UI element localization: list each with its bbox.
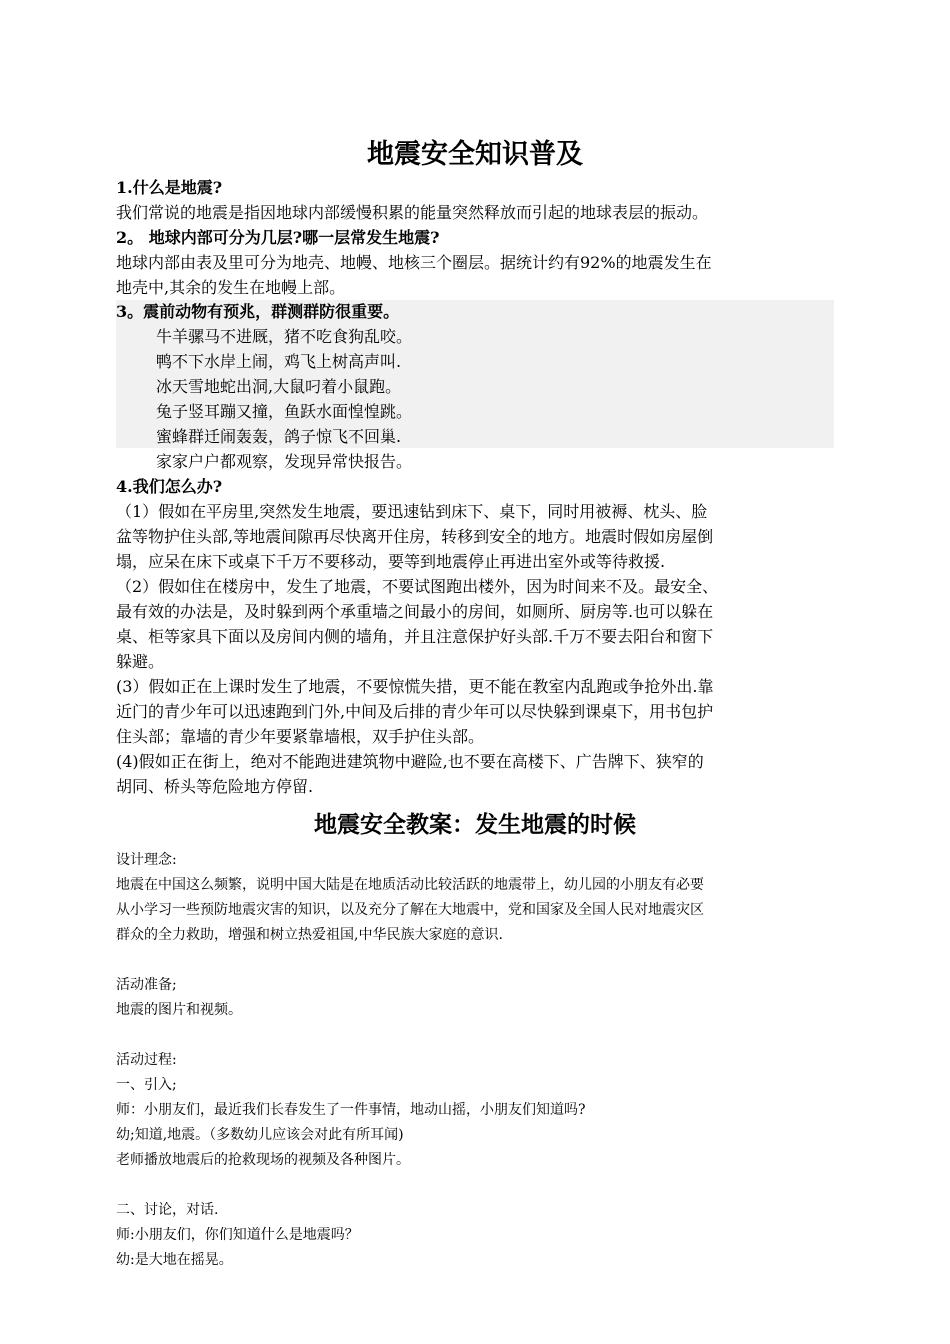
lesson-line: 活动准备; <box>116 977 177 993</box>
section-q4 <box>116 475 834 799</box>
lesson-title: 地震安全教案：发生地震的时候 <box>314 812 636 838</box>
section-q3 <box>116 300 834 474</box>
section-q2 <box>116 226 834 300</box>
q4-line: 胡同、桥头等危险地方停留. <box>116 777 314 796</box>
lesson-line <box>116 1173 834 1198</box>
q4-line: (3）假如正在上课时发生了地震，不要惊慌失措，更不能在教室内乱跑或争抢外出.靠 <box>116 677 714 696</box>
poem-line: 蜜蜂群迁闹轰轰，鸽子惊飞不回巢. <box>156 427 402 446</box>
lesson-line: 老师播放地震后的抢救现场的视频及各种图片。 <box>116 1152 410 1168</box>
poem-line: 家家户户都观察，发现异常快报告。 <box>156 452 413 471</box>
lesson-line: 从小学习一些预防地震灾害的知识，以及充分了解在大地震中，党和国家及全国人民对地震灾区 <box>116 902 704 918</box>
lesson-line: 一、引入; <box>116 1077 177 1093</box>
q4-line: 盆等物护住头部,等地震间隙再尽快离开住房，转移到安全的地方。地震时假如房屋倒 <box>116 527 714 546</box>
lesson-line: 师:小朋友们，你们知道什么是地震吗？ <box>116 1227 359 1243</box>
poem-line: 兔子竖耳蹦又撞，鱼跃水面惶惶跳。 <box>156 402 413 421</box>
q1-answer: 我们常说的地震是指因地球内部缓慢积累的能量突然释放而引起的地球表层的振动。 <box>116 203 709 222</box>
q4-line: 最有效的办法是，及时躲到两个承重墙之间最小的房间，如厕所、厨房等.也可以躲在 <box>116 602 714 621</box>
lesson-line <box>116 1023 834 1048</box>
q4-heading: 4.我们怎么办? <box>116 477 223 496</box>
lesson-line: 活动过程: <box>116 1052 177 1068</box>
q2-answer-line: 地球内部由表及里可分为地壳、地幔、地核三个圈层。据统计约有92%的地震发生在 <box>116 253 712 272</box>
poem-line: 鸭不下水岸上闹，鸡飞上树高声叫. <box>156 352 402 371</box>
lesson-line: 地震在中国这么频繁，说明中国大陆是在地质活动比较活跃的地震带上，幼儿园的小朋友有必要 <box>116 877 704 893</box>
section-lesson <box>116 848 834 1273</box>
q4-line: 躲避。 <box>116 652 165 671</box>
q4-line: 桌、柜等家具下面以及房间内侧的墙角，并且注意保护好头部.千万不要去阳台和窗下 <box>116 627 714 646</box>
q4-line: （1）假如在平房里,突然发生地震，要迅速钻到床下、桌下，同时用被褥、枕头、脸 <box>116 502 708 521</box>
lesson-line <box>116 948 834 973</box>
poem-line: 牛羊骡马不进厩，猪不吃食狗乱咬。 <box>156 327 413 346</box>
q1-heading: 1.什么是地震? <box>116 178 223 197</box>
q4-line: 住头部；靠墙的青少年要紧靠墙根，双手护住头部。 <box>116 727 485 746</box>
q4-line: （2）假如住在楼房中，发生了地震，不要试图跑出楼外，因为时间来不及。最安全、 <box>116 577 719 596</box>
lesson-line: 地震的图片和视频。 <box>116 1002 242 1018</box>
section-q1 <box>116 176 834 225</box>
lesson-line: 群众的全力救助，增强和树立热爱祖国,中华民族大家庭的意识. <box>116 927 503 943</box>
q2-answer-line: 地壳中,其余的发生在地幔上部。 <box>116 278 346 297</box>
lesson-line: 幼;知道,地震。（多数幼儿应该会对此有所耳闻) <box>116 1127 404 1143</box>
q2-heading: 2。 地球内部可分为几层?哪一层常发生地震? <box>116 228 440 247</box>
q4-line: 塌，应呆在床下或桌下千万不要移动，要等到地震停止再进出室外或等待救援. <box>116 552 666 571</box>
q3-heading: 3。震前动物有预兆，群测群防很重要。 <box>116 302 400 321</box>
lesson-line: 师：小朋友们，最近我们长春发生了一件事情，地动山摇，小朋友们知道吗? <box>116 1102 586 1118</box>
q4-line: (4)假如正在街上，绝对不能跑进建筑物中避险,也不要在高楼下、广告牌下、狭窄的 <box>116 752 704 771</box>
page-title: 地震安全知识普及 <box>367 139 583 170</box>
lesson-line: 幼:是大地在摇晃。 <box>116 1252 233 1268</box>
lesson-line: 设计理念: <box>116 852 177 868</box>
poem-line: 冰天雪地蛇出洞,大鼠叼着小鼠跑。 <box>156 377 402 396</box>
lesson-line: 二、讨论，对话. <box>116 1202 219 1218</box>
q4-line: 近门的青少年可以迅速跑到门外,中间及后排的青少年可以尽快躲到课桌下，用书包护 <box>116 702 714 721</box>
